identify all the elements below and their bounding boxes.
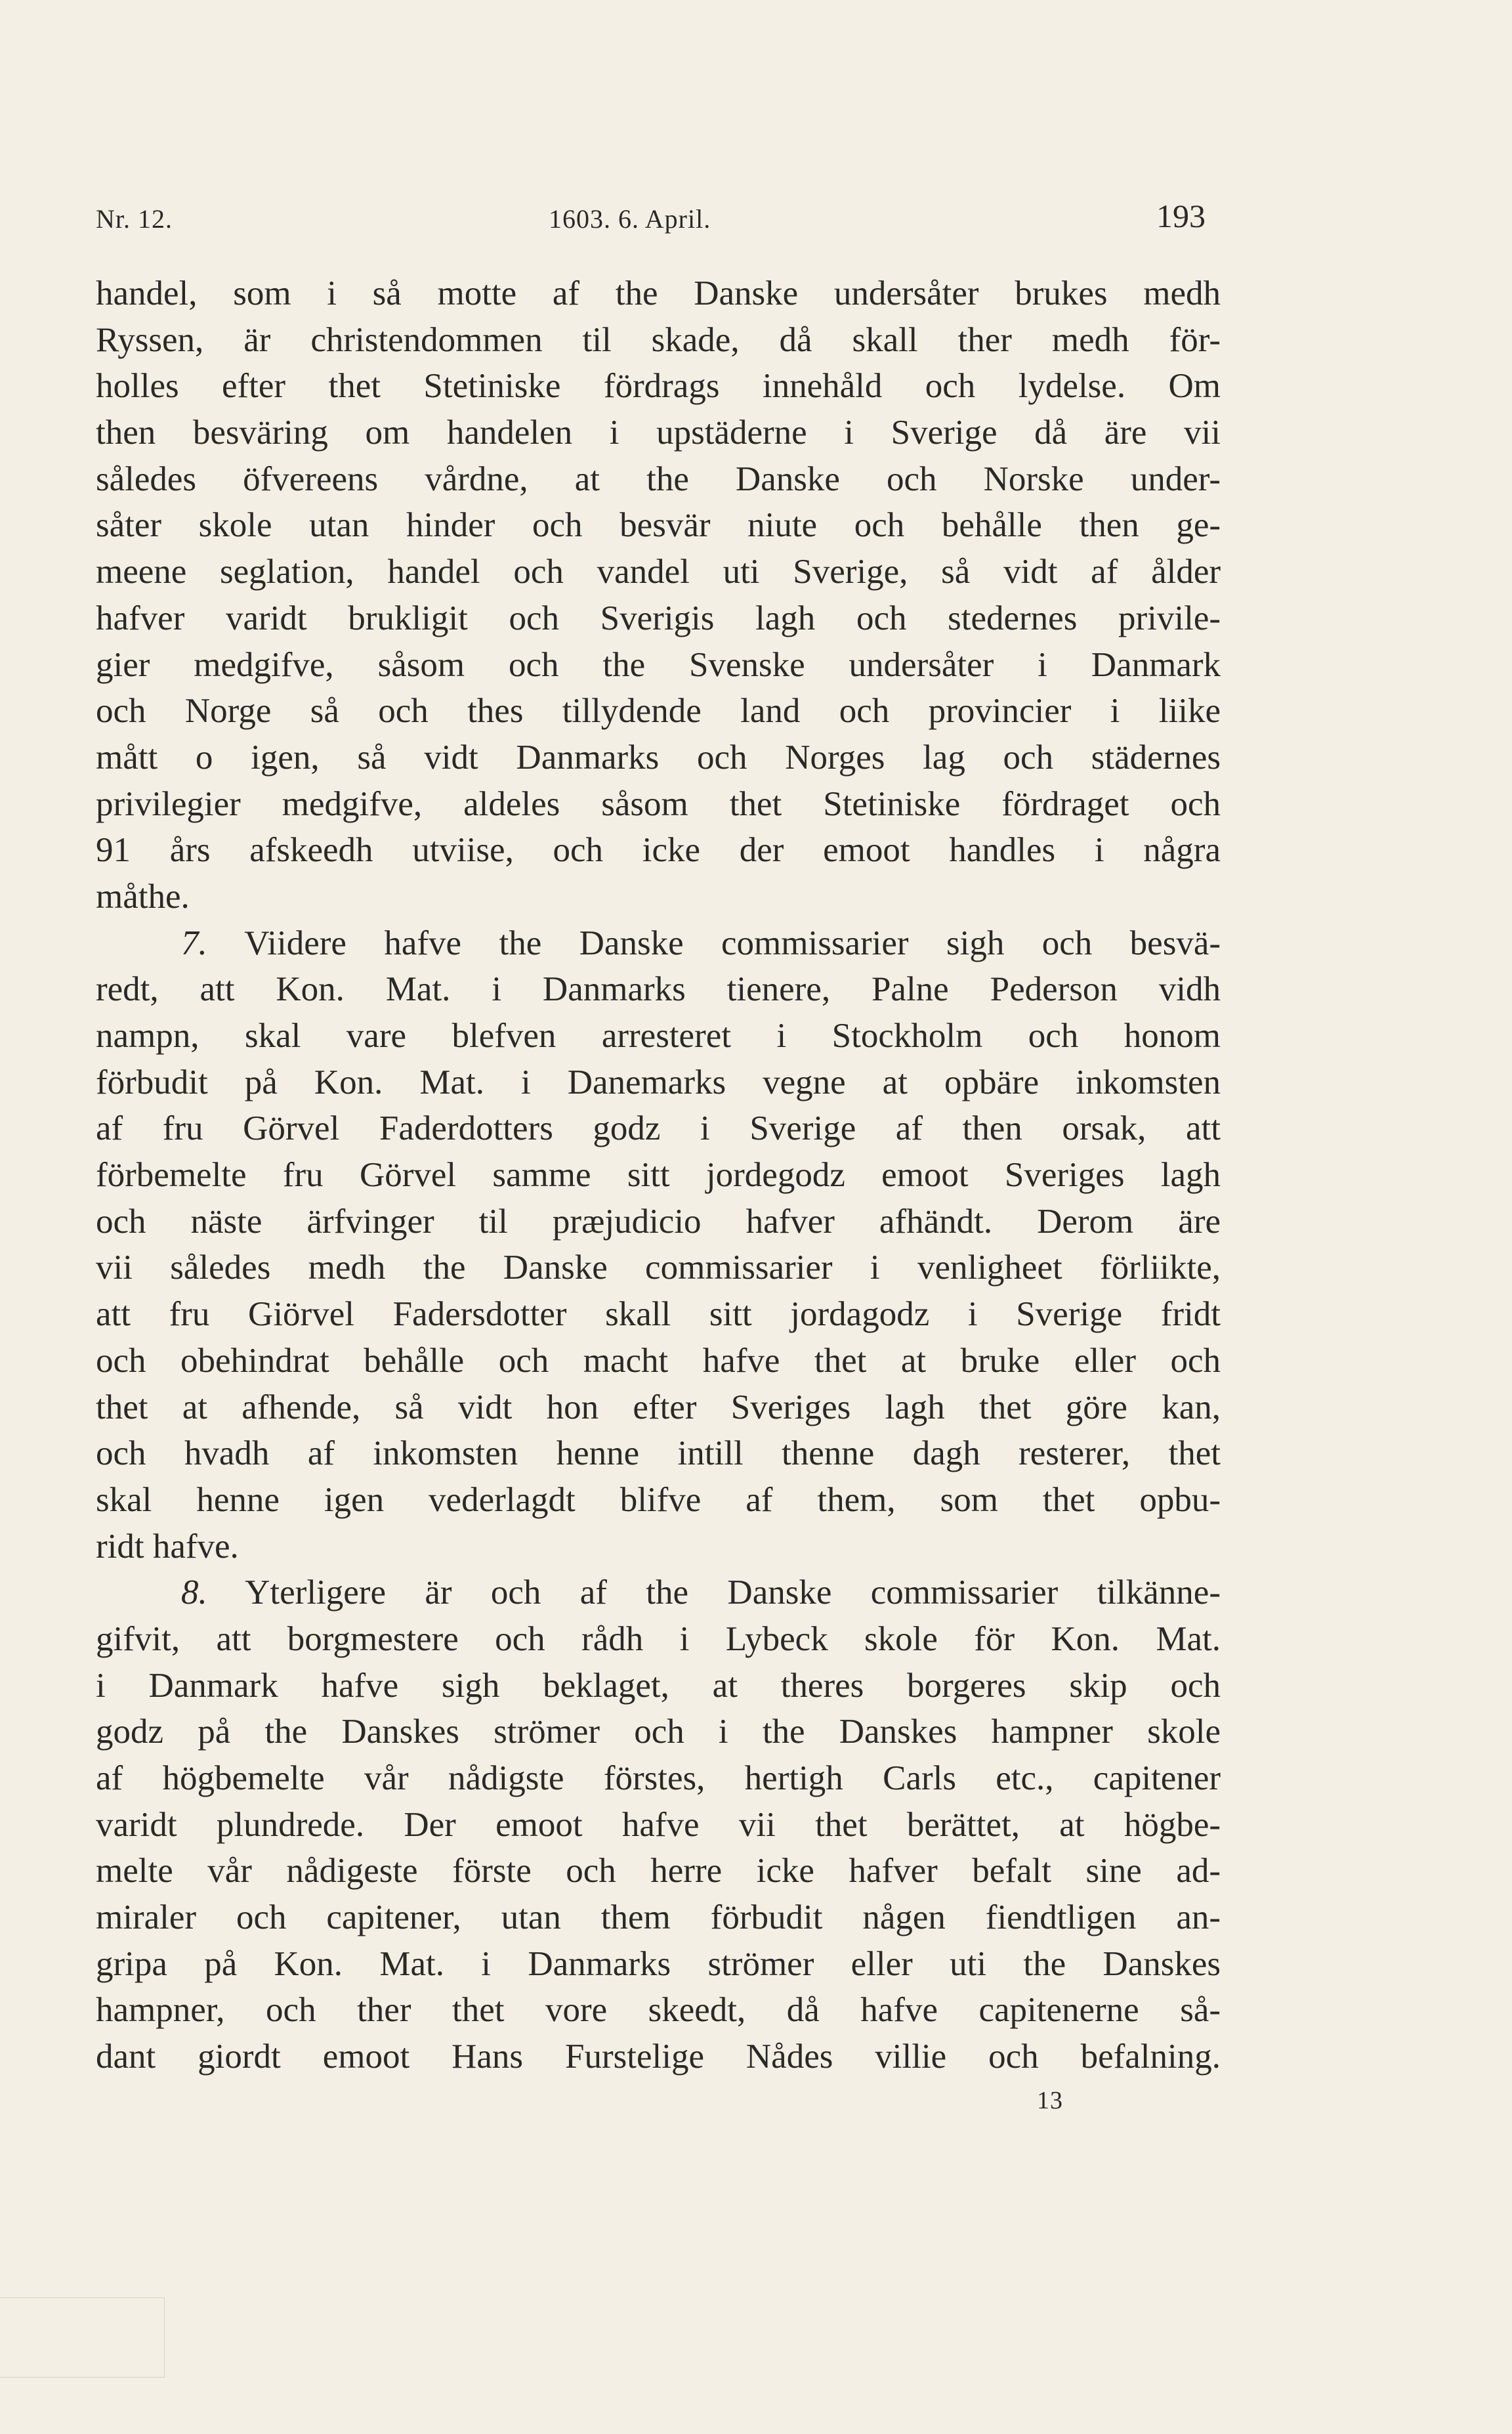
text-line: såter skole utan hinder och besvär niute och behålle then ge-	[96, 506, 1221, 545]
text-line: ridt hafve.	[96, 1527, 239, 1566]
text-line: godz på the Danskes strömer och i the Danskes hampner skole	[96, 1713, 1221, 1751]
text-line: och hvadh af inkomsten henne intill thenne dagh resterer, thet	[96, 1434, 1221, 1473]
text-line: gier medgifve, såsom och the Svenske undersåter i Danmark	[96, 645, 1221, 684]
document-date: 1603. 6. April.	[549, 204, 711, 234]
text-line: således öfvereens vårdne, at the Danske och Norske under-	[96, 459, 1221, 498]
text-line: och Norge så och thes tillydende land och provincier i liike	[96, 692, 1221, 731]
text-line: förbudit på Kon. Mat. i Danemarks vegne at opbäre inkomsten	[96, 1063, 1221, 1101]
text-line: gripa på Kon. Mat. i Danmarks strömer eller uti the Danskes	[96, 1944, 1221, 1983]
body-text	[96, 270, 1221, 2080]
text-line: mått o igen, så vidt Danmarks och Norges lag och städernes	[96, 738, 1221, 777]
text-line: holles efter thet Stetiniske fördrags innehåld och lydelse. Om	[96, 367, 1221, 406]
text-line: Viidere hafve the Danske commissarier sigh och besvä-	[244, 924, 1221, 962]
text-line: och näste ärfvinger til præjudicio hafver afhändt. Derom äre	[96, 1202, 1221, 1241]
text-line: miraler och capitener, utan them förbudit någen fiendtligen an-	[96, 1898, 1221, 1937]
text-line: af högbemelte vår nådigste förstes, hertigh Carls etc., capitener	[96, 1759, 1221, 1797]
section-8-first-line	[96, 1569, 1221, 1616]
text-line: redt, att Kon. Mat. i Danmarks tienere, Palne Pederson vidh	[96, 970, 1221, 1009]
text-line: 91 års afskeedh utviise, och icke der emoot handles i några	[96, 831, 1221, 870]
text-line: thet at afhende, så vidt hon efter Sveriges lagh thet göre kan,	[96, 1388, 1221, 1426]
text-line: privilegier medgifve, aldeles såsom thet Stetiniske fördraget och	[96, 784, 1221, 823]
section-number-7: 7.	[181, 924, 207, 962]
text-line: dant giordt emoot Hans Furstelige Nådes villie och befalning.	[96, 2038, 1221, 2076]
text-line: Ryssen, är christendommen til skade, då skall ther medh för-	[96, 320, 1221, 359]
text-line: Yterligere är och af the Danske commissarier tilkänne-	[245, 1573, 1221, 1612]
printer-signature-mark: 13	[1037, 2087, 1063, 2114]
text-line: handel, som i så motte af the Danske undersåter brukes medh	[96, 274, 1221, 312]
text-line: måthe.	[96, 877, 190, 916]
text-line: nampn, skal vare blefven arresteret i Stockholm och honom	[96, 1017, 1221, 1055]
text-line: melte vår nådigeste förste och herre icke hafver befalt sine ad-	[96, 1852, 1221, 1890]
section-number-8: 8.	[181, 1573, 207, 1612]
text-line: förbemelte fru Görvel samme sitt jordegodz emoot Sveriges lagh	[96, 1156, 1221, 1195]
text-line: varidt plundrede. Der emoot hafve vii thet berättet, at högbe-	[96, 1805, 1221, 1844]
text-line: hampner, och ther thet vore skeedt, då hafve capitenerne så-	[96, 1991, 1221, 2030]
text-line: skal henne igen vederlagdt blifve af them, som thet opbu-	[96, 1480, 1221, 1519]
text-line: meene seglation, handel och vandel uti Sverige, så vidt af ålder	[96, 553, 1221, 591]
text-line: vii således medh the Danske commissarier i venligheet förliikte,	[96, 1249, 1221, 1287]
text-line: att fru Giörvel Fadersdotter skall sitt jordagodz i Sverige fridt	[96, 1295, 1221, 1334]
section-7-first-line	[96, 920, 1221, 967]
text-line: och obehindrat behålle och macht hafve thet at bruke eller och	[96, 1341, 1221, 1380]
text-line: hafver varidt brukligit och Sverigis lagh och stedernes privile-	[96, 599, 1221, 637]
page-header	[0, 197, 1512, 249]
text-line: gifvit, att borgmestere och rådh i Lybeck skole för Kon. Mat.	[96, 1619, 1221, 1658]
text-line: i Danmark hafve sigh beklaget, at theres borgeres skip och	[96, 1666, 1221, 1705]
document-number: Nr. 12.	[96, 204, 173, 234]
page-number: 193	[1156, 198, 1206, 234]
text-line: then besväring om handelen i upstäderne i Sverige då äre vii	[96, 414, 1221, 452]
scan-edge-mark	[0, 2297, 165, 2378]
text-line: af fru Görvel Faderdotters godz i Sverige af then orsak, att	[96, 1109, 1221, 1148]
